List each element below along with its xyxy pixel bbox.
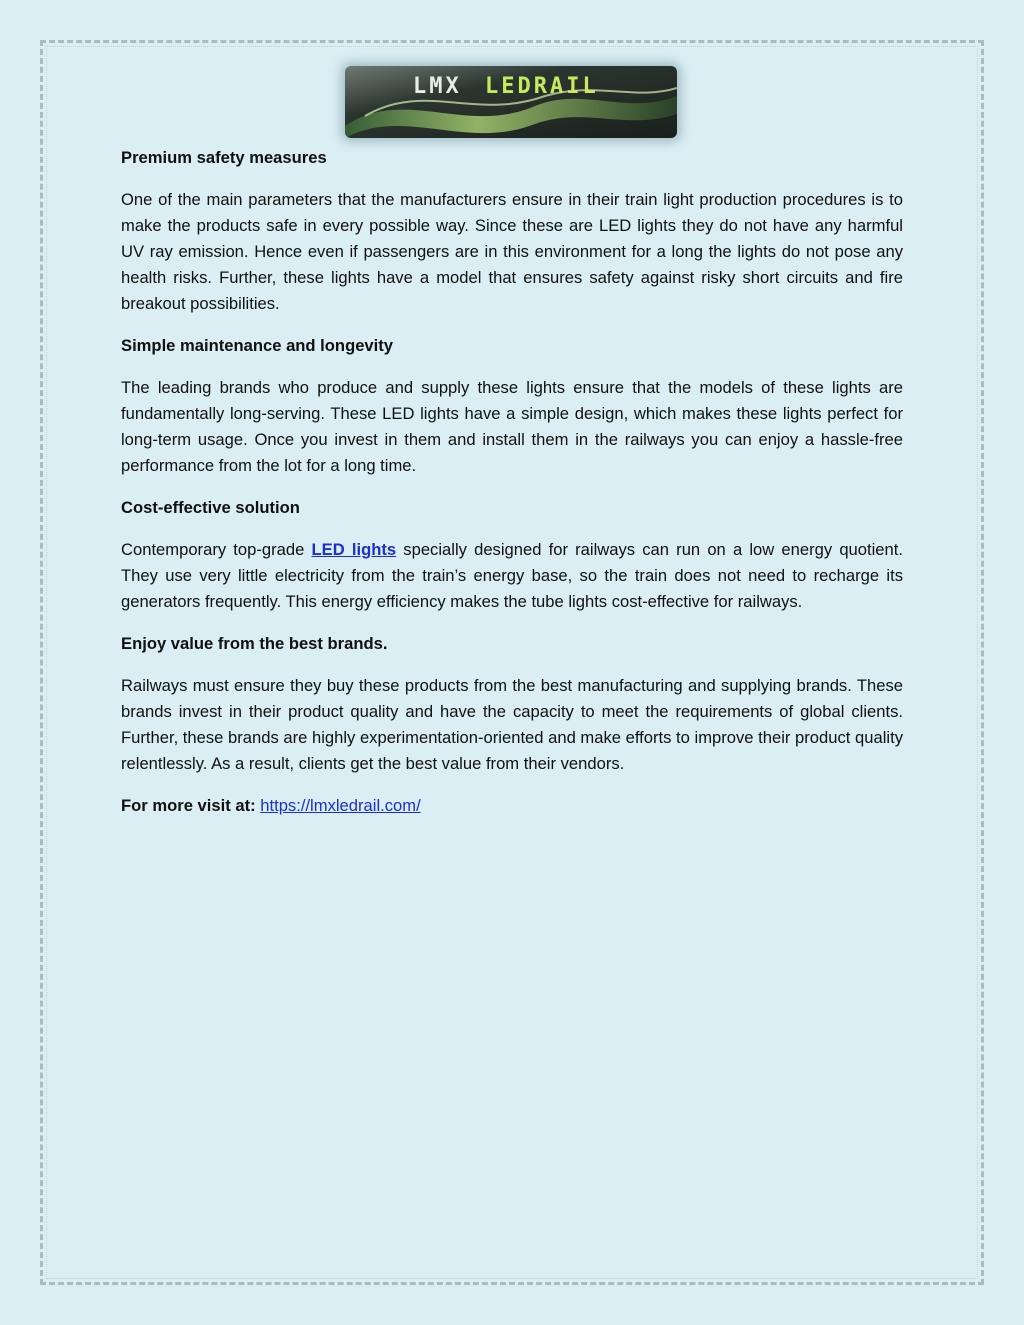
logo-text-ledrail: LEDRAIL bbox=[485, 74, 599, 99]
section-body-safety: One of the main parameters that the manufacturers ensure in their train light production procedures is to make the products safe in every possible way. Since these are LED lights they do not have any harmful UV ray emission. Hence even if passengers are in this environment for a long the lights do not pose any health risks. Further, these lights have a model that ensures safety against risky short circuits and fire breakout possibilities. bbox=[121, 190, 903, 313]
logo-text-lmx: LMX bbox=[413, 74, 462, 99]
website-link[interactable]: https://lmxledrail.com/ bbox=[260, 796, 421, 815]
document-body bbox=[121, 145, 903, 835]
section-heading-cost: Cost-effective solution bbox=[121, 498, 300, 517]
section-body-cost bbox=[121, 537, 903, 615]
logo-graphic bbox=[345, 66, 677, 138]
led-lights-link[interactable]: LED lights bbox=[311, 540, 397, 559]
section-heading-brands: Enjoy value from the best brands. bbox=[121, 634, 388, 653]
section-body-brands: Railways must ensure they buy these products from the best manufacturing and supplying brands. These brands invest in their product quality and have the capacity to meet the requirements of global clients. Further, these brands are highly experimentation-oriented and make efforts to improve their product quality relentlessly. As a result, clients get the best value from their vendors. bbox=[121, 676, 903, 773]
footer-line bbox=[121, 793, 903, 819]
section-heading-maintenance: Simple maintenance and longevity bbox=[121, 336, 394, 355]
footer-label: For more visit at: bbox=[121, 796, 256, 815]
lmxledrail-logo bbox=[345, 66, 677, 138]
section-body-maintenance: The leading brands who produce and supply these lights ensure that the models of these lights are fundamentally long-serving. These LED lights have a simple design, which makes these lights perfect for long-term usage. Once you invest in them and install them in the railways you can enjoy a hassle-free performance from the lot for a long time. bbox=[121, 378, 903, 475]
cost-text-before-link: Contemporary top-grade bbox=[121, 540, 312, 559]
cost-text-after-link: specially designed for railways can run on a low energy quotient. They use very little electricity from the train’s energy base, so the train does not need to recharge its generators frequently. This energy efficiency makes the tube lights cost-effective for railways. bbox=[121, 540, 903, 611]
section-heading-safety: Premium safety measures bbox=[121, 148, 327, 167]
